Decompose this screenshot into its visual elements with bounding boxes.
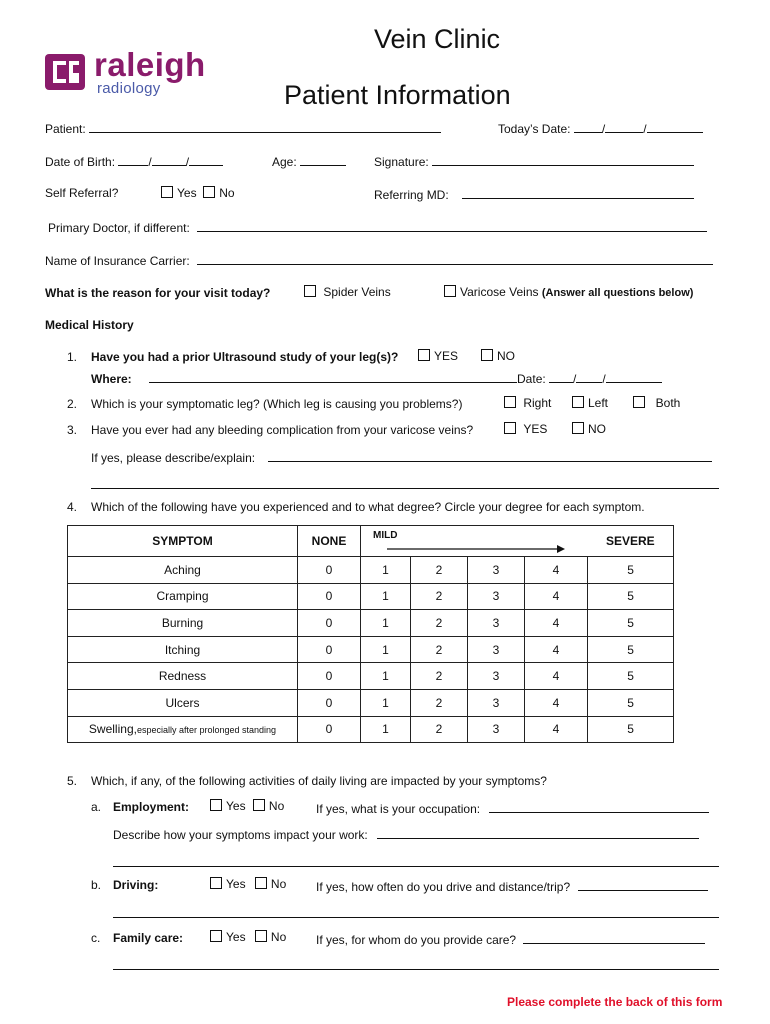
- degree-option[interactable]: 3: [468, 716, 525, 743]
- q5b-follow-row: [316, 878, 708, 894]
- degree-option[interactable]: 2: [411, 716, 468, 743]
- degree-option[interactable]: 1: [361, 716, 411, 743]
- q3-no-label: NO: [588, 422, 606, 436]
- referring-md-label: Referring MD:: [374, 188, 449, 202]
- q5a-describe-field-line2[interactable]: [113, 866, 719, 867]
- todays-date-row: Today’s Date: / /: [498, 120, 703, 136]
- symptom-name-cell: [68, 663, 298, 690]
- header-symptom: SYMPTOM: [68, 526, 298, 557]
- dob-day-field[interactable]: [152, 153, 186, 166]
- degree-option[interactable]: 0: [298, 610, 361, 637]
- todays-date-label: Today’s Date:: [498, 122, 571, 136]
- q4-text: Which of the following have you experienced and to what degree? Circle your degree for each symptom.: [91, 500, 645, 514]
- q3-text: Have you ever had any bleeding complication from your varicose veins?: [91, 423, 474, 437]
- self-referral-options: [161, 186, 235, 200]
- degree-option[interactable]: 3: [468, 636, 525, 663]
- age-label: Age:: [272, 155, 297, 169]
- symptom-row: [68, 610, 674, 637]
- q1-no-checkbox[interactable]: [481, 349, 493, 361]
- symptom-name: Ulcers: [165, 695, 200, 710]
- degree-option[interactable]: 5: [588, 557, 674, 584]
- q5b-label: Driving:: [113, 878, 159, 892]
- header-severe: SEVERE: [588, 526, 674, 557]
- symptom-table: [67, 525, 674, 743]
- degree-option[interactable]: 1: [361, 583, 411, 610]
- header-none: NONE: [298, 526, 361, 557]
- degree-option[interactable]: 0: [298, 557, 361, 584]
- q5b-follow-label: If yes, how often do you drive and distance/trip?: [316, 880, 571, 894]
- q5a-label: Employment:: [113, 800, 190, 814]
- varicose-veins-checkbox[interactable]: [444, 285, 456, 297]
- degree-option[interactable]: 0: [298, 716, 361, 743]
- degree-option[interactable]: 3: [468, 689, 525, 716]
- degree-option[interactable]: 4: [525, 663, 588, 690]
- q1-text: Have you had a prior Ultrasound study of your leg(s)?: [91, 350, 399, 364]
- symptom-name: Redness: [158, 669, 207, 684]
- self-referral-no-label: No: [219, 186, 235, 200]
- q1-where-row: Where: Date: / /: [91, 370, 662, 386]
- todays-date-year-field[interactable]: [647, 120, 703, 133]
- insurance-field[interactable]: [197, 252, 713, 265]
- page-subtitle: Patient Information: [284, 80, 511, 110]
- q5a-describe-field[interactable]: [377, 826, 699, 839]
- age-row: [272, 153, 346, 169]
- todays-date-month-field[interactable]: [574, 120, 602, 133]
- degree-option[interactable]: 5: [588, 663, 674, 690]
- patient-row: [45, 120, 441, 136]
- dob-month-field[interactable]: [118, 153, 148, 166]
- page-title: Vein Clinic: [374, 24, 501, 54]
- q5b-driving-field[interactable]: [578, 878, 708, 891]
- spider-veins-option: [304, 285, 391, 299]
- dob-row: Date of Birth: / /: [45, 153, 223, 169]
- q5-text: Which, if any, of the following activities of daily living are impacted by your symptoms?: [91, 774, 547, 788]
- q2-left-label: Left: [588, 396, 609, 410]
- footer-note: Please complete the back of this form: [507, 995, 723, 1009]
- q1-date-day-field[interactable]: [576, 370, 602, 383]
- q5c-label: Family care:: [113, 931, 184, 945]
- degree-option[interactable]: 4: [525, 557, 588, 584]
- q3-explain-label: If yes, please describe/explain:: [91, 451, 256, 465]
- q5c-follow-row: [316, 931, 705, 947]
- q2-both-checkbox[interactable]: [633, 396, 645, 408]
- referring-md-field[interactable]: [462, 186, 694, 199]
- q5b-driving-field-line2[interactable]: [113, 917, 719, 918]
- q5c-yes-checkbox[interactable]: [210, 930, 222, 942]
- self-referral-yes-checkbox[interactable]: [161, 186, 173, 198]
- degree-option[interactable]: 5: [588, 689, 674, 716]
- q1-no-label: NO: [497, 349, 515, 363]
- header-mild: MILD: [373, 530, 398, 541]
- q2-text: Which is your symptomatic leg? (Which leg is causing you problems?): [91, 397, 463, 411]
- q5a-yes-checkbox[interactable]: [210, 799, 222, 811]
- patient-field[interactable]: [89, 120, 441, 133]
- symptom-row: [68, 583, 674, 610]
- insurance-row: [45, 252, 713, 268]
- q1-yes-option: [418, 349, 458, 363]
- symptom-row: [68, 663, 674, 690]
- q5b-no-label: No: [270, 877, 287, 891]
- degree-option[interactable]: 2: [411, 583, 468, 610]
- degree-option[interactable]: 3: [468, 583, 525, 610]
- degree-option[interactable]: 1: [361, 636, 411, 663]
- q2-left-checkbox[interactable]: [572, 396, 584, 408]
- q2-both-label: Both: [655, 396, 681, 410]
- logo-subtext: radiology: [97, 80, 161, 97]
- symptom-row: [68, 716, 674, 743]
- degree-option[interactable]: 0: [298, 663, 361, 690]
- q3-explain-field[interactable]: [268, 449, 712, 462]
- q2-number: 2.: [67, 397, 78, 411]
- degree-option[interactable]: 5: [588, 636, 674, 663]
- degree-option[interactable]: 4: [525, 636, 588, 663]
- q5b-options: [210, 877, 286, 891]
- q1-where-label: Where:: [91, 372, 132, 386]
- q5c-care-field-line2[interactable]: [113, 969, 719, 970]
- q3-yes-checkbox[interactable]: [504, 422, 516, 434]
- todays-date-day-field[interactable]: [605, 120, 643, 133]
- degree-option[interactable]: 5: [588, 610, 674, 637]
- q5c-letter: c.: [91, 931, 101, 945]
- degree-option[interactable]: 3: [468, 557, 525, 584]
- symptom-name: Burning: [161, 615, 204, 630]
- symptom-row: [68, 689, 674, 716]
- symptom-name: Swelling: [88, 722, 134, 737]
- q1-number: 1.: [67, 350, 78, 364]
- degree-option[interactable]: 2: [411, 689, 468, 716]
- q5a-yes-label: Yes: [226, 799, 246, 813]
- degree-option[interactable]: 2: [411, 636, 468, 663]
- symptom-row: [68, 557, 674, 584]
- q3-no-checkbox[interactable]: [572, 422, 584, 434]
- dob-year-field[interactable]: [189, 153, 223, 166]
- degree-option[interactable]: 5: [588, 583, 674, 610]
- q5b-no-checkbox[interactable]: [255, 877, 267, 889]
- q2-right-option: [504, 396, 551, 410]
- symptom-table-header: [68, 526, 674, 557]
- degree-option[interactable]: 2: [411, 663, 468, 690]
- symptom-name: Aching: [164, 562, 201, 577]
- degree-option[interactable]: 1: [361, 663, 411, 690]
- symptom-name-cell: [68, 557, 298, 584]
- primary-doctor-label: Primary Doctor, if different:: [48, 221, 190, 235]
- symptom-row: [68, 636, 674, 663]
- degree-option[interactable]: 1: [361, 689, 411, 716]
- degree-option[interactable]: 0: [298, 583, 361, 610]
- self-referral-label: Self Referral?: [45, 186, 119, 200]
- symptom-name-cell: [68, 636, 298, 663]
- degree-option[interactable]: 2: [411, 557, 468, 584]
- q5a-no-label: No: [268, 799, 285, 813]
- signature-field[interactable]: [432, 153, 694, 166]
- dob-label: Date of Birth:: [45, 155, 116, 169]
- degree-option[interactable]: 5: [588, 716, 674, 743]
- q5a-occupation-field[interactable]: [489, 800, 709, 813]
- q3-yes-label: YES: [523, 422, 548, 436]
- q3-explain-field-line2[interactable]: [91, 488, 719, 489]
- logo-mark-icon: [43, 50, 87, 94]
- q5a-describe-label: Describe how your symptoms impact your work:: [113, 828, 368, 842]
- q1-yes-label: YES: [434, 349, 459, 363]
- header-mild-to-severe: [361, 526, 588, 557]
- varicose-veins-label: Varicose Veins: [460, 285, 539, 299]
- q5b-yes-label: Yes: [226, 877, 246, 891]
- q5c-care-field[interactable]: [523, 931, 705, 944]
- q5c-no-checkbox[interactable]: [255, 930, 267, 942]
- degree-option[interactable]: 4: [525, 716, 588, 743]
- q5c-no-label: No: [270, 930, 287, 944]
- q5a-letter: a.: [91, 800, 102, 814]
- q1-where-field[interactable]: [149, 370, 517, 383]
- q5-number: 5.: [67, 774, 78, 788]
- symptom-note-separator: ,: [133, 722, 137, 737]
- degree-option[interactable]: 4: [525, 583, 588, 610]
- degree-option[interactable]: 1: [361, 610, 411, 637]
- degree-option[interactable]: 0: [298, 689, 361, 716]
- symptom-name: Itching: [164, 642, 201, 657]
- symptom-name-cell: [68, 716, 298, 743]
- degree-option[interactable]: 4: [525, 689, 588, 716]
- q1-date-label: Date:: [517, 372, 546, 386]
- degree-option[interactable]: 0: [298, 636, 361, 663]
- degree-option[interactable]: 3: [468, 610, 525, 637]
- degree-option[interactable]: 2: [411, 610, 468, 637]
- q4-number: 4.: [67, 500, 78, 514]
- degree-option[interactable]: 4: [525, 610, 588, 637]
- q5c-yes-label: Yes: [226, 930, 246, 944]
- q5a-follow-label: If yes, what is your occupation:: [316, 802, 481, 816]
- q3-explain-row: [91, 449, 712, 465]
- varicose-veins-option: [444, 285, 693, 299]
- q2-both-option: [633, 396, 680, 410]
- q2-right-checkbox[interactable]: [504, 396, 516, 408]
- q5a-no-checkbox[interactable]: [253, 799, 265, 811]
- varicose-veins-note: (Answer all questions below): [541, 287, 694, 299]
- symptom-name-cell: [68, 610, 298, 637]
- q5c-options: [210, 930, 286, 944]
- degree-option[interactable]: 1: [361, 557, 411, 584]
- symptom-name-cell: [68, 689, 298, 716]
- degree-option[interactable]: 3: [468, 663, 525, 690]
- q1-no-option: [481, 349, 515, 363]
- signature-row: [374, 153, 694, 169]
- primary-doctor-row: [48, 219, 707, 235]
- q5c-follow-label: If yes, for whom do you provide care?: [316, 933, 517, 947]
- self-referral-no-checkbox[interactable]: [203, 186, 215, 198]
- spider-veins-checkbox[interactable]: [304, 285, 316, 297]
- symptom-name: Cramping: [156, 589, 209, 604]
- logo-text: raleigh: [94, 46, 206, 83]
- insurance-label: Name of Insurance Carrier:: [45, 254, 190, 268]
- q1-date-year-field[interactable]: [606, 370, 662, 383]
- q3-yes-option: [504, 422, 547, 436]
- q2-right-label: Right: [523, 396, 552, 410]
- patient-label: Patient:: [45, 122, 86, 136]
- q5a-describe-row: [113, 826, 699, 842]
- q5a-follow-row: [316, 800, 709, 816]
- self-referral-yes-label: Yes: [177, 186, 197, 200]
- primary-doctor-field[interactable]: [197, 219, 707, 232]
- q5b-yes-checkbox[interactable]: [210, 877, 222, 889]
- symptom-name-cell: [68, 583, 298, 610]
- q5b-letter: b.: [91, 878, 102, 892]
- q1-yes-checkbox[interactable]: [418, 349, 430, 361]
- q1-date-month-field[interactable]: [549, 370, 573, 383]
- q3-number: 3.: [67, 423, 78, 437]
- q5a-options: [210, 799, 284, 813]
- signature-label: Signature:: [374, 155, 429, 169]
- referring-md-row: [374, 186, 694, 202]
- symptom-note: especially after prolonged standing: [136, 725, 277, 736]
- q2-left-option: [572, 396, 608, 410]
- severity-arrow-icon: [387, 544, 565, 554]
- age-field[interactable]: [300, 153, 346, 166]
- medical-history-heading: Medical History: [45, 318, 134, 332]
- spider-veins-label: Spider Veins: [323, 285, 391, 299]
- q3-no-option: [572, 422, 606, 436]
- reason-question: What is the reason for your visit today?: [45, 286, 271, 300]
